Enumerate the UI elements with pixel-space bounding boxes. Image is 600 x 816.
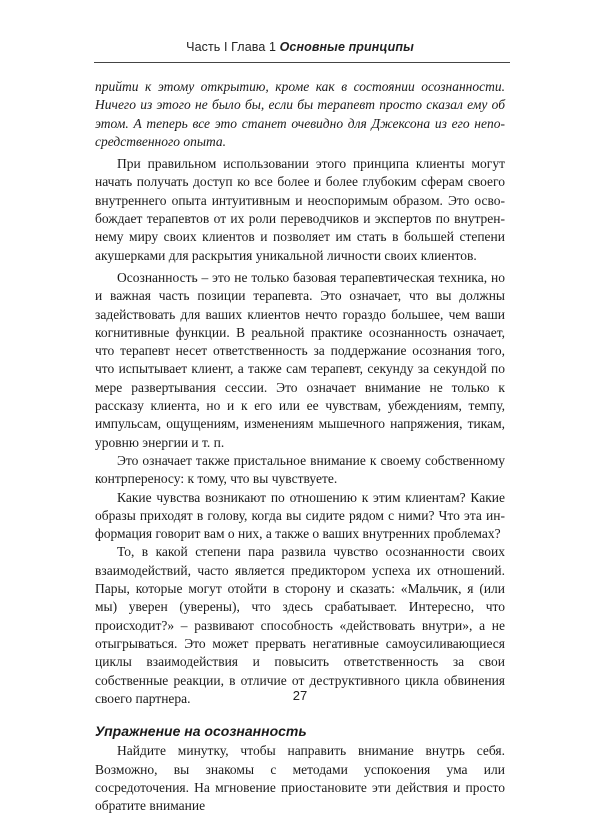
header-chapter-title: Основные принципы (279, 40, 414, 54)
page-number: 27 (292, 688, 308, 703)
paragraph: Это означает также пристальное внимание к своему собственному контрпереносу: к тому, что вы чувствуете. (95, 452, 505, 487)
paragraph: То, в какой степени пара развила чувство осознанности своих взаимодействий, часто является предиктором успеха их отношений. Пары, которые могут отойти в сторону и сказать: «Мальчик, я (или мы) уверен (уверены), что здесь срабатывает. Интересно, что происходит?» – развивают способность «действовать внутри», а не отыгрываться. Это может прервать негативные самоусиливающиеся циклы взаимодействия и повысить ответственность за свои собственные реакции, в отличие от деструктивного цикла обвинения своего партнера. (95, 544, 505, 706)
body-text (95, 78, 505, 816)
header-rule (94, 62, 510, 63)
paragraph: Какие чувства возникают по отношению к этим клиентам? Какие образы приходят в голову, когда вы сидите рядом с ними? Что эта информация говорит вам о них, а также о ваших внутренних проблемах? (95, 489, 505, 542)
header-part-chapter: Часть I Глава 1 (186, 40, 277, 54)
section-heading: Упражнение на осознанность (95, 723, 307, 740)
paragraph: При правильном использовании этого принципа клиенты могут начать получать доступ ко все более и более глубоким сферам своего внутреннего опыта интуитивным и неоспоримым образом. Это освобождает терапевтов от их роли переводчиков и экспертов по внутреннему миру своих клиентов и позволяет им стать в большей степени акушерками для раскрытия уникальной личности своих клиентов. (95, 156, 505, 263)
paragraph: Осознанность – это не только базовая терапевтическая техника, но и важная часть позиции терапевта. Это означает, что вы должны задействовать для ваших клиентов нечто гораздо большее, чем ваши когнитивные функции. В реальной практике осознанность означает, что терапевт несет ответственность за поддержание осознания того, что испытывает клиент, а также сам терапевт, секунду за секундой по мере развертывания сессии. Это означает внимание не только к рассказу клиента, но и к его или ее чувствам, убеждениям, темпу, импульсам, ощущениям, изменениям мышечного напряжения, тикам, уровню энергии и т. п. (95, 269, 505, 450)
paragraph-continued-italic: прийти к этому открытию, кроме как в состоянии осознанности. Ничего из этого не было бы, если бы терапевт просто сказал ему об этом. А теперь все это станет очевидно для Джексона из его непосредственного опыта. (95, 79, 505, 149)
running-header (0, 40, 600, 54)
paragraph: Найдите минутку, чтобы направить внимание внутрь себя. Возможно, вы знакомы с методами успокоения ума или сосредоточения. На мгновение приостановите эти действия и просто обратите внимание (95, 743, 505, 814)
